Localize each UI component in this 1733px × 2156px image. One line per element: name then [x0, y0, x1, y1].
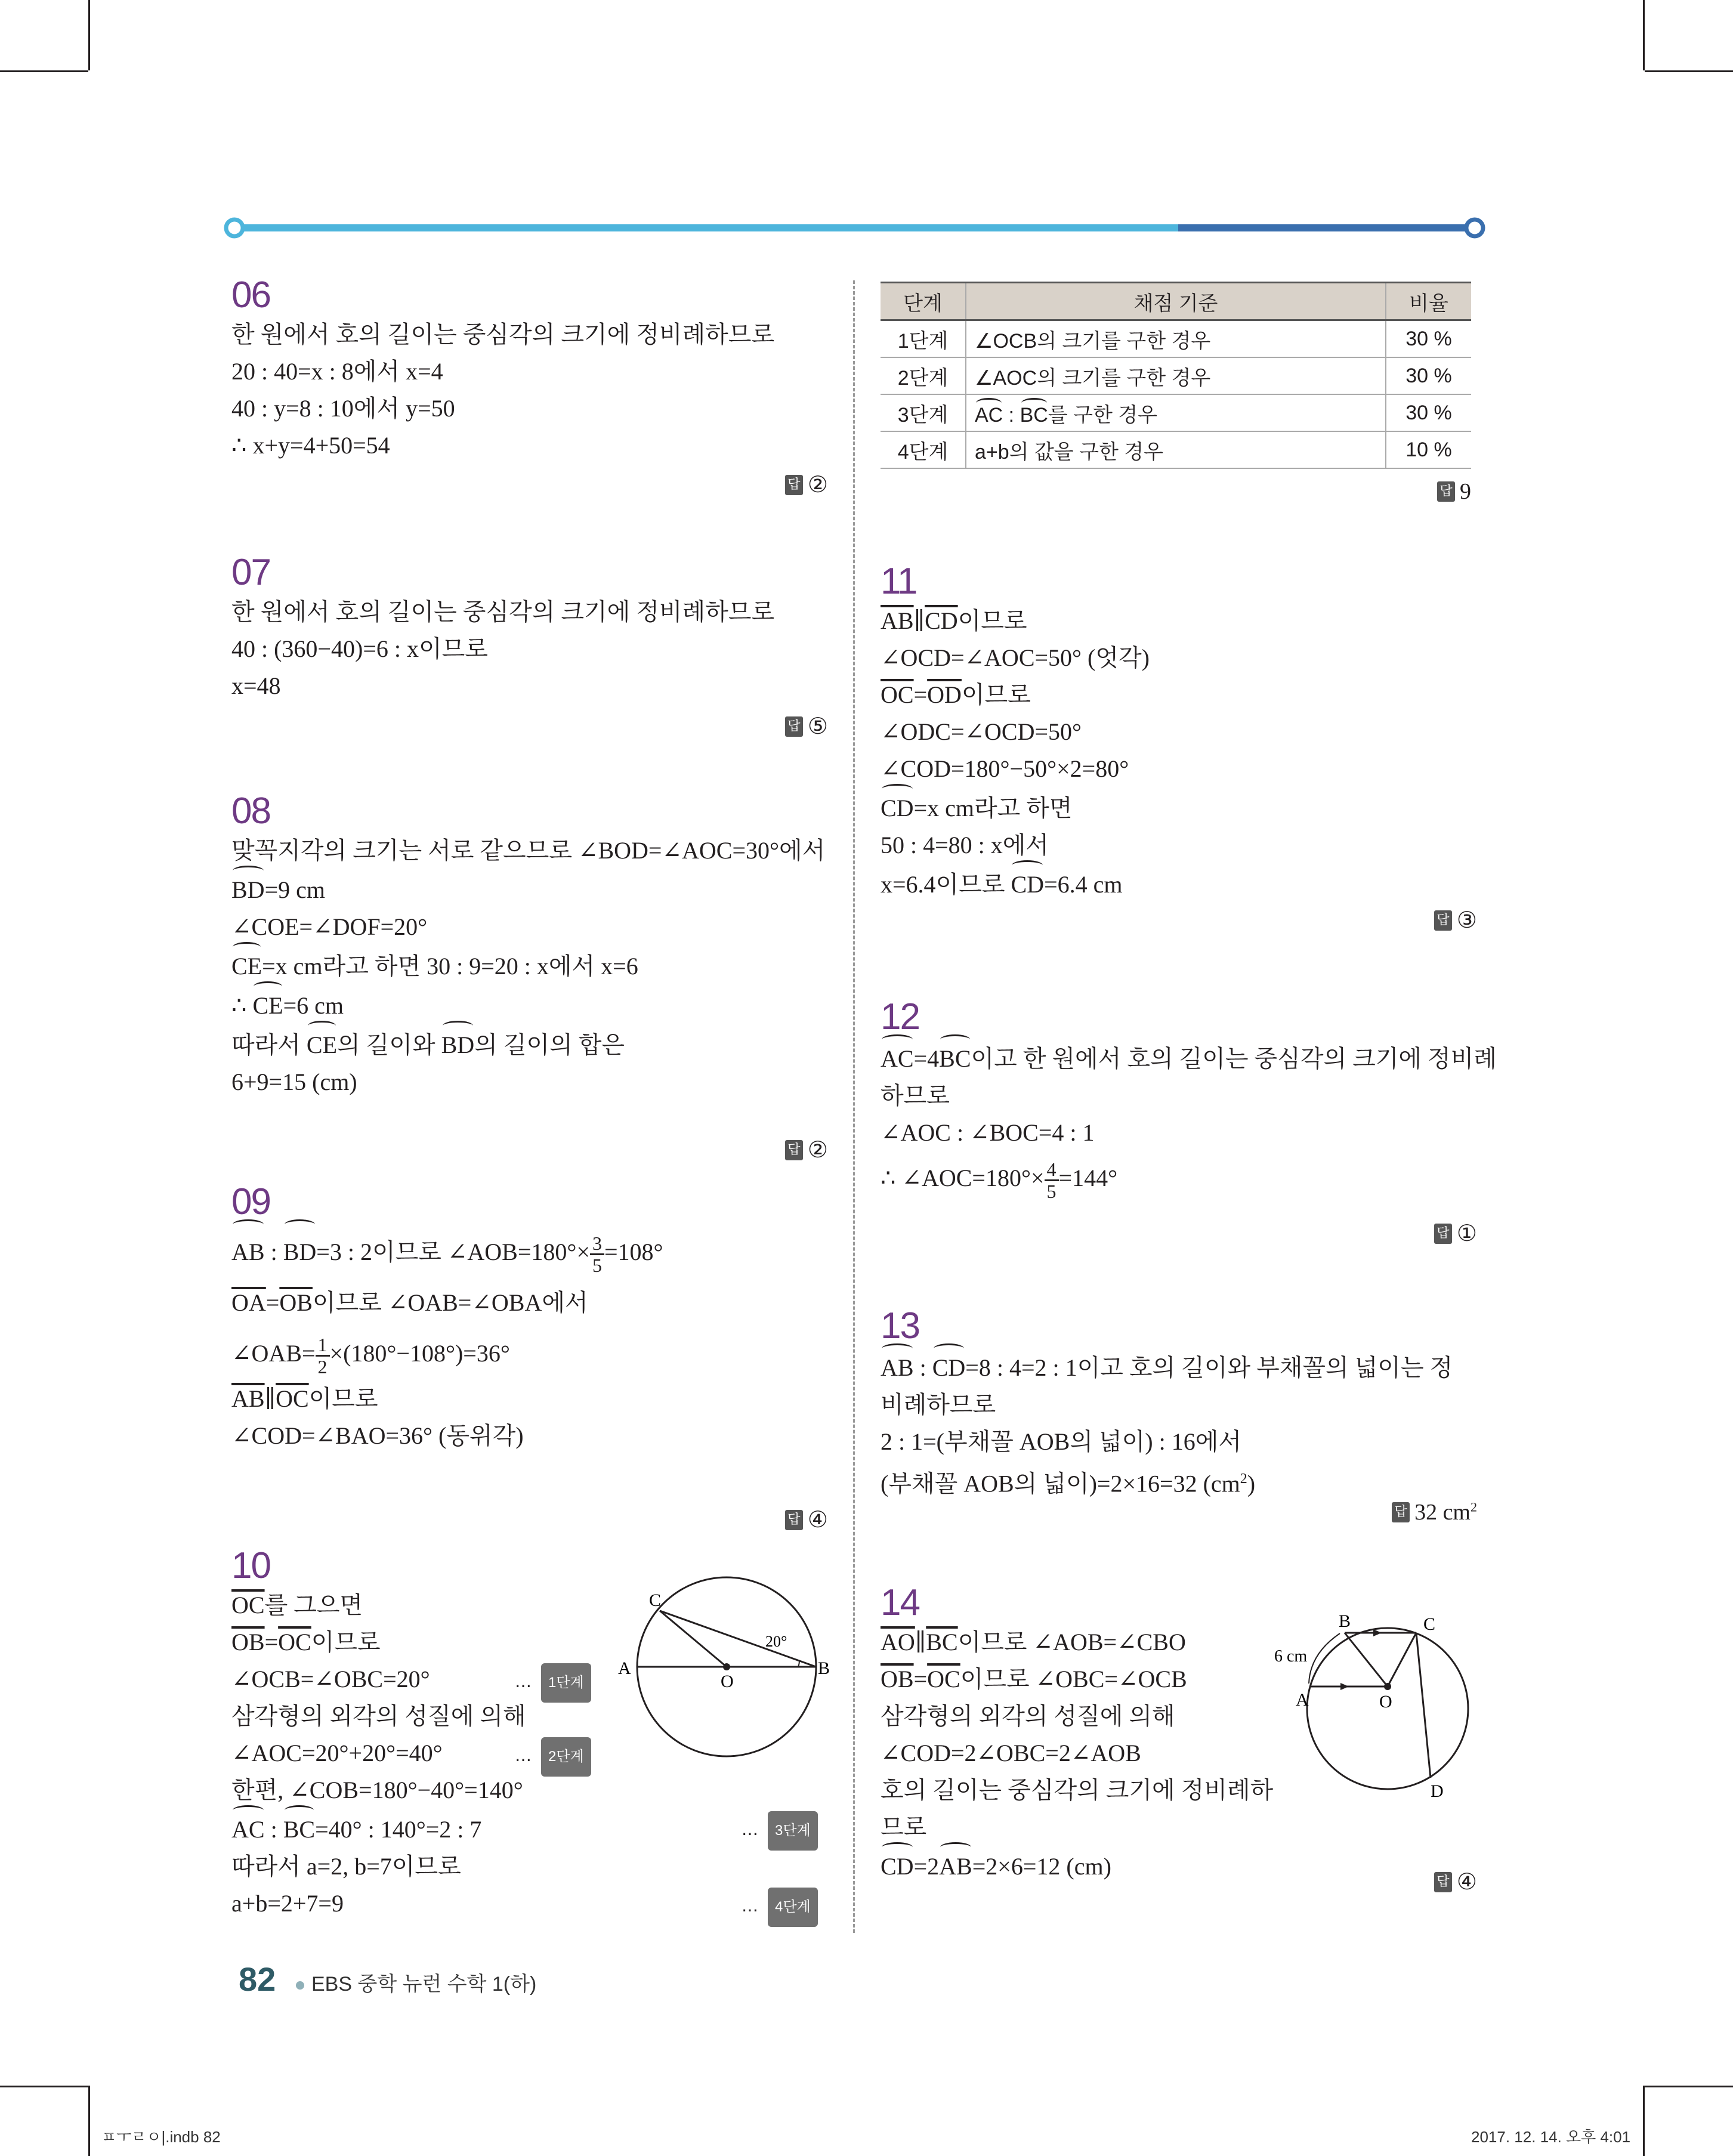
- solution-line: ∴ CE=6 cm: [231, 985, 828, 1024]
- answer-value: ②: [807, 472, 828, 498]
- svg-text:20°: 20°: [765, 1633, 787, 1650]
- table-header: 채점 기준: [966, 283, 1386, 320]
- answer: [1434, 1220, 1477, 1247]
- answer: [785, 1506, 828, 1533]
- solution-line: $\overline{AB}\parallel\overline{CD}$이므로: [881, 607, 1027, 634]
- answer: [785, 1136, 828, 1163]
- problem-number: 12: [881, 996, 919, 1037]
- solution-line: ∠OCB=∠OBC=20° … 1단계: [231, 1661, 828, 1698]
- problem-09: [231, 1181, 828, 1533]
- problem-13: [881, 1305, 1477, 1525]
- solution-line: x=48: [231, 672, 281, 699]
- circle-figure-14: [1274, 1612, 1477, 1809]
- solution-line: ∠COD=2∠OBC=2∠AOB: [881, 1740, 1141, 1766]
- problem-07: [231, 552, 828, 739]
- solution-line: $\overline{OB}=\overline{OC}$이므로 ∠OBC=∠OCB: [881, 1666, 1187, 1692]
- svg-text:B: B: [818, 1658, 830, 1678]
- table-row: 2단계 ∠AOC의 크기를 구한 경우 30 %: [881, 357, 1471, 394]
- answer-value: ③: [1456, 908, 1477, 933]
- crop-mark: [0, 70, 88, 72]
- arc-label: BD: [441, 1024, 475, 1064]
- table-row: 4단계 a+b의 값을 구한 경우 10 %: [881, 431, 1471, 468]
- answer-icon: 답: [1434, 1224, 1452, 1244]
- solution-line: 비례하므로: [881, 1391, 996, 1418]
- solution-line: ∠COD=∠BAO=36° (동위각): [231, 1422, 524, 1449]
- svg-text:D: D: [1431, 1781, 1444, 1801]
- solution-line: 한편, ∠COB=180°−40°=140°: [231, 1777, 523, 1803]
- bullet-icon: [296, 1981, 304, 1990]
- problem-number: 08: [231, 790, 270, 832]
- solution-line: $\overline{OC}$를 그으면: [231, 1592, 363, 1618]
- svg-text:O: O: [1379, 1692, 1392, 1712]
- arc-label: CE: [307, 1024, 337, 1064]
- step-tag: 1단계: [541, 1663, 591, 1703]
- table-header: 비율: [1386, 283, 1471, 320]
- problem-10: [231, 1545, 828, 1922]
- answer: [1392, 1499, 1477, 1525]
- step-tag: 3단계: [768, 1811, 818, 1851]
- answer-icon: 답: [1437, 481, 1455, 502]
- page-number: 82: [239, 1960, 276, 1998]
- solution-line: AC=4BC이고 한 원에서 호의 길이는 중심각의 크기에 정비례: [881, 1038, 1477, 1077]
- fraction: $\frac{3}{5}$: [590, 1233, 604, 1275]
- solution-line: 삼각형의 외각의 성질에 의해: [881, 1703, 1175, 1729]
- arc-label: BD: [231, 869, 265, 909]
- answer-value: ④: [1456, 1870, 1477, 1895]
- solution-line: ∠AOC : ∠BOC=4 : 1: [881, 1119, 1095, 1146]
- svg-text:B: B: [1339, 1611, 1351, 1631]
- fraction: $\frac{4}{5}$: [1045, 1159, 1059, 1201]
- table-header: 단계: [881, 283, 966, 320]
- solution-line: ∠OCD=∠AOC=50° (엇각): [881, 644, 1150, 671]
- circle-figure-10: [619, 1569, 828, 1766]
- svg-text:A: A: [618, 1658, 631, 1678]
- answer-icon: 답: [1434, 910, 1452, 931]
- table-row: 1단계 ∠OCB의 크기를 구한 경우 30 %: [881, 320, 1471, 358]
- problem-number: 14: [881, 1582, 919, 1623]
- book-title: EBS 중학 뉴런 수학 1(하): [296, 1967, 536, 1997]
- crop-mark: [88, 2086, 90, 2156]
- svg-text:C: C: [649, 1590, 662, 1610]
- solution-line: CD=x cm라고 하면: [881, 787, 1477, 827]
- solution-line: ∠ODC=∠OCD=50°: [881, 718, 1082, 745]
- solution-line: 맞꼭지각의 크기는 서로 같으므로 ∠BOD=∠AOC=30°에서: [231, 837, 826, 864]
- fraction: $\frac{1}{2}$: [316, 1335, 330, 1377]
- print-slug-left: ㅍㅜㄹㅇ|.indb 82: [101, 2128, 221, 2146]
- answer-icon: 답: [785, 716, 803, 737]
- table-row: 3단계 AC : BC를 구한 경우 30 %: [881, 394, 1471, 431]
- solution-line: ∴ x+y=4+50=54: [231, 432, 390, 459]
- answer-icon: 답: [785, 1510, 803, 1530]
- answer-value: 9: [1460, 479, 1471, 504]
- answer: [1434, 1868, 1477, 1895]
- crop-mark: [1645, 70, 1733, 72]
- answer-value: ②: [807, 1138, 828, 1163]
- solution-line: 따라서 a=2, b=7이므로: [231, 1853, 461, 1880]
- problem-08: [231, 790, 828, 1163]
- solution-line: $\overline{OC}=\overline{OD}$이므로: [881, 681, 1031, 708]
- solution-line: ∠COD=180°−50°×2=80°: [881, 755, 1129, 782]
- solution-line: a+b=2+7=9 … 4단계: [231, 1885, 828, 1922]
- arc-label: CE: [231, 946, 262, 985]
- solution-line: CD=2AB=2×6=12 (cm): [881, 1846, 1477, 1885]
- answer: [1437, 478, 1471, 505]
- step-tag: 4단계: [768, 1888, 818, 1927]
- column-divider: [853, 280, 855, 1933]
- solution-line: CE=x cm라고 하면 30 : 9=20 : x에서 x=6: [231, 946, 828, 985]
- solution-line: 호의 길이는 중심각의 크기에 정비례하: [881, 1777, 1274, 1803]
- answer-icon: 답: [1434, 1872, 1452, 1892]
- solution-line: 하므로: [881, 1082, 950, 1109]
- answer: [785, 713, 828, 740]
- solution-line: 한 원에서 호의 길이는 중심각의 크기에 정비례하므로: [231, 321, 775, 348]
- solution-line: 한 원에서 호의 길이는 중심각의 크기에 정비례하므로: [231, 598, 775, 625]
- problem-number: 09: [231, 1181, 270, 1222]
- solution-line: x=6.4이므로 CD=6.4 cm: [881, 864, 1477, 903]
- crop-mark: [1645, 2086, 1733, 2087]
- problem-14: [881, 1582, 1477, 1895]
- crop-mark: [1643, 0, 1645, 70]
- answer-value: ④: [807, 1508, 828, 1533]
- solution-line: 따라서 CE의 길이와 BD의 길이의 합은: [231, 1024, 828, 1064]
- answer-value: ①: [1456, 1221, 1477, 1246]
- problem-number: 10: [231, 1545, 270, 1586]
- crop-mark: [0, 2086, 88, 2087]
- step-tag: 2단계: [541, 1737, 591, 1777]
- answer-icon: 답: [1392, 1502, 1410, 1522]
- solution-line: AB : BD=3 : 2이므로 ∠AOB=180°× $\frac{3}{5}$ =108°: [231, 1223, 828, 1279]
- problem-number: 11: [881, 561, 917, 602]
- solution-line: $\overline{AO}\parallel\overline{BC}$이므로 ∠AOB=∠CBO: [881, 1629, 1186, 1655]
- solution-line: ∠OAB= $\frac{1}{2}$ ×(180°−108°)=36°: [231, 1334, 510, 1378]
- solution-line: ∠AOC=20°+20°=40° … 2단계: [231, 1735, 828, 1772]
- problem-12: [881, 996, 1497, 1246]
- problem-number: 06: [231, 274, 270, 316]
- solution-line: 2 : 1=(부채꼴 AOB의 넓이) : 16에서: [881, 1428, 1241, 1455]
- solution-line: 6+9=15 (cm): [231, 1068, 357, 1095]
- solution-line: $\overline{OA}=\overline{OB}$이므로 ∠OAB=∠OBA에서: [231, 1289, 588, 1316]
- problem-number: 07: [231, 552, 270, 593]
- solution-line: 40 : y=8 : 10에서 y=50: [231, 395, 455, 422]
- solution-line: 므로: [881, 1814, 927, 1840]
- solution-line: AC : BC=40° : 140°=2 : 7 … 3단계: [231, 1809, 828, 1848]
- solution-line: $\overline{AB}\parallel\overline{OC}$이므로: [231, 1385, 378, 1412]
- solution-line: 20 : 40=x : 8에서 x=4: [231, 358, 443, 385]
- crop-mark: [88, 0, 90, 70]
- solution-line: 40 : (360−40)=6 : x이므로: [231, 635, 488, 662]
- answer-icon: 답: [785, 1140, 803, 1160]
- answer-value: 32 $cm^2$: [1414, 1499, 1477, 1525]
- svg-text:O: O: [721, 1672, 734, 1691]
- solution-line: 50 : 4=80 : x에서: [881, 832, 1049, 858]
- problem-11: [881, 561, 1477, 933]
- answer-value: ⑤: [807, 714, 828, 739]
- grading-table: [881, 282, 1471, 469]
- solution-line: $\overline{OB}=\overline{OC}$이므로: [231, 1629, 381, 1655]
- grading-table-block: [881, 282, 1471, 504]
- crop-mark: [1643, 2086, 1645, 2156]
- solution-line: 삼각형의 외각의 성질에 의해: [231, 1703, 526, 1729]
- problem-number: 13: [881, 1305, 919, 1346]
- answer: [1434, 907, 1477, 934]
- solution-line: (부채꼴 AOB의 넓이)=2×16=32 $(cm^2)$: [881, 1470, 1256, 1497]
- problem-06: [231, 274, 828, 498]
- header-bar: [224, 217, 1485, 239]
- svg-text:6 cm: 6 cm: [1274, 1647, 1308, 1666]
- svg-text:A: A: [1296, 1690, 1309, 1710]
- svg-text:C: C: [1423, 1614, 1436, 1634]
- solution-line: ∠COE=∠DOF=20°: [231, 913, 428, 940]
- print-slug-right: 2017. 12. 14. 오후 4:01: [1471, 2128, 1631, 2146]
- answer: [785, 471, 828, 498]
- solution-line: BD=9 cm: [231, 869, 828, 909]
- arc-label: CE: [252, 985, 283, 1024]
- answer-icon: 답: [785, 475, 803, 495]
- solution-line: ∴ ∠AOC=180°× $\frac{4}{5}$ =144°: [881, 1159, 1118, 1203]
- solution-line: AB : CD=8 : 4=2 : 1이고 호의 길이와 부채꼴의 넓이는 정: [881, 1347, 1477, 1386]
